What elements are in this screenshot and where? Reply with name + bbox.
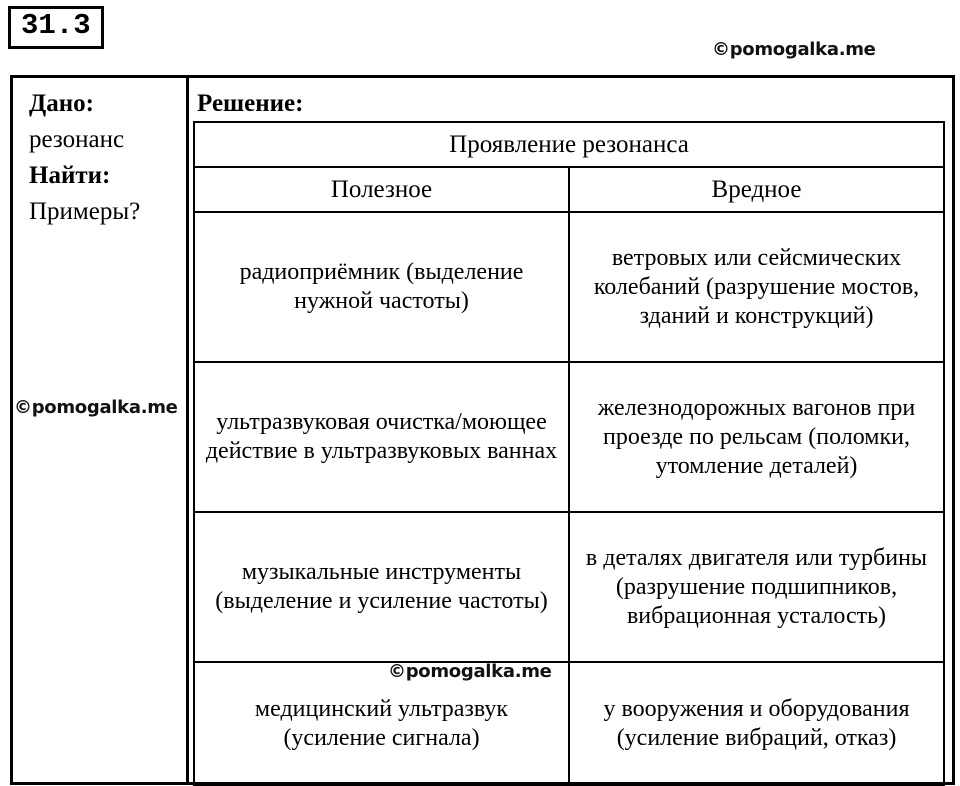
table-title-row — [194, 122, 944, 167]
column-header-harmful: Вредное — [569, 167, 944, 212]
solution-label: Решение: — [197, 90, 304, 117]
watermark-top-right: ©pomogalka.me — [712, 39, 876, 60]
cell-useful: радиоприёмник (выделение нужной частоты) — [194, 212, 569, 362]
table-title: Проявление резонанса — [194, 122, 944, 167]
cell-harmful: ветровых или сейсмических колебаний (разрушение мостов, зданий и конструкций) — [569, 212, 944, 362]
solution-column — [189, 78, 952, 782]
cell-useful: медицинский ультразвук (усиление сигнала) — [194, 662, 569, 785]
watermark-in-cell: ©pomogalka.me — [388, 661, 552, 682]
given-label: Дано: — [29, 90, 94, 117]
resonance-table — [193, 121, 945, 786]
table-row — [194, 512, 944, 662]
find-value: Примеры? — [29, 198, 141, 225]
cell-useful: ультразвуковая очистка/моющее действие в ультразвуковых ваннах — [194, 362, 569, 512]
cell-harmful: в деталях двигателя или турбины (разрушение подшипников, вибрационная усталость) — [569, 512, 944, 662]
cell-harmful: у вооружения и оборудования (усиление вибраций, отказ) — [569, 662, 944, 785]
problem-number-badge: 31.3 — [8, 6, 104, 49]
table-header-row — [194, 167, 944, 212]
table-row — [194, 362, 944, 512]
cell-useful: музыкальные инструменты (выделение и усиление частоты) — [194, 512, 569, 662]
cell-harmful: железнодорожных вагонов при проезде по рельсам (поломки, утомление деталей) — [569, 362, 944, 512]
watermark-left-margin: ©pomogalka.me — [14, 397, 178, 418]
column-header-useful: Полезное — [194, 167, 569, 212]
find-label: Найти: — [29, 162, 111, 189]
given-value: резонанс — [29, 126, 125, 153]
table-row — [194, 662, 944, 785]
table-row — [194, 212, 944, 362]
given-column — [13, 78, 189, 782]
